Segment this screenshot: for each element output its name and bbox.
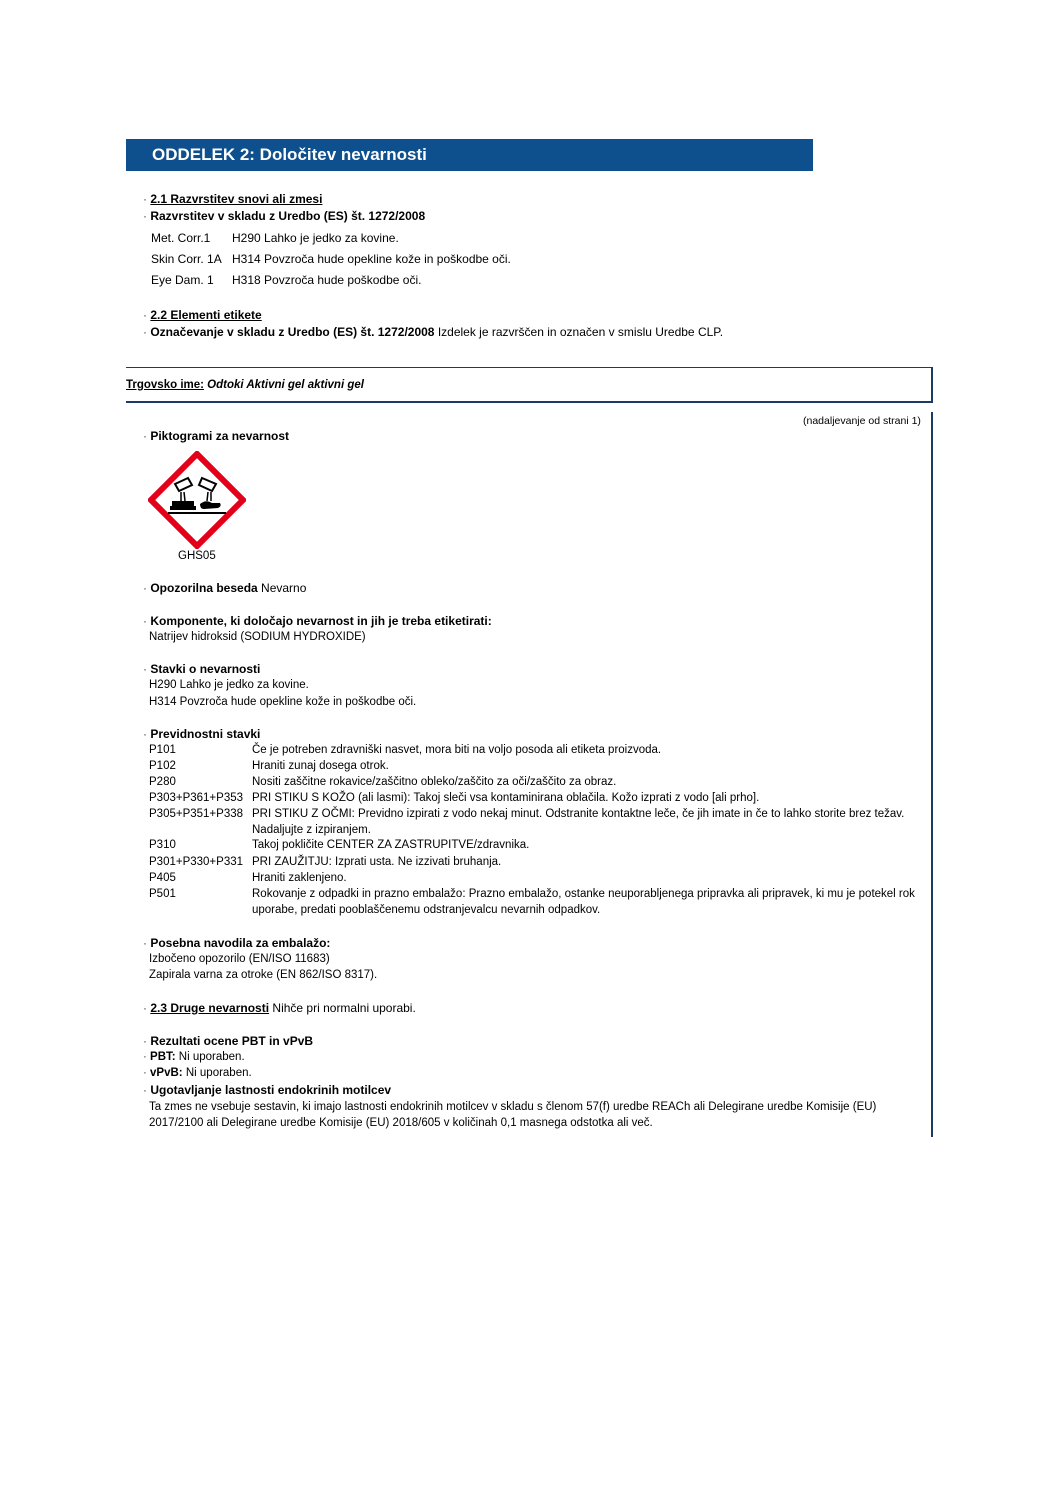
s23-text: Nihče pri normalni uporabi. — [272, 1001, 416, 1015]
classification-code: Met. Corr.1 — [151, 231, 211, 245]
pbt-value: Ni uporaben. — [178, 1051, 245, 1063]
precautionary-code: P405 — [149, 872, 176, 884]
precautionary-code: P301+P330+P331 — [149, 856, 244, 868]
hazard-statement: H290 Lahko je jedko za kovine. — [149, 679, 309, 691]
s23-line: · 2.3 Druge nevarnosti Nihče pri normalni uporabi. — [143, 1001, 416, 1015]
components-heading-line: · Komponente, ki določajo nevarnost in jih je treba etiketirati: — [143, 614, 492, 628]
endocrine-heading-line: · Ugotavljanje lastnosti endokrinih motilcev — [143, 1083, 392, 1097]
trade-name-label: Trgovsko ime: — [126, 379, 204, 391]
trade-name-line — [126, 378, 364, 393]
s21-subheading: Razvrstitev v skladu z Uredbo (ES) št. 1272/2008 — [150, 209, 426, 223]
classification-row — [151, 252, 511, 267]
section-title-bar — [126, 139, 813, 171]
s22-label-text: Izdelek je razvrščen in označen v smislu Uredbe CLP. — [437, 325, 724, 339]
endocrine-text: Ta zmes ne vsebuje sestavin, ki imajo lastnosti endokrinih motilcev v skladu s členom 57(f) uredbe REACh ali Delegirane uredbe Komisije (EU) 2017/2100 ali Delegirane uredbe Komisije (EU) 2018/605 v količinah 0,1 masnega odstotka ali več. — [149, 1101, 877, 1129]
pictograms-heading-line: · Piktogrami za nevarnost — [143, 429, 290, 443]
s21-heading-line: · 2.1 Razvrstitev snovi ali zmesi — [143, 192, 323, 206]
precautionary-text: Hraniti zaklenjeno. — [252, 872, 347, 884]
packaging-heading-line: · Posebna navodila za embalažo: — [143, 936, 331, 950]
precautionary-text: PRI ZAUŽITJU: Izprati usta. Ne izzivati bruhanja. — [252, 856, 502, 868]
classification-row — [151, 273, 421, 288]
precautionary-code: P305+P351+P338 — [149, 808, 244, 820]
frame-right-top-line — [931, 367, 933, 402]
precautionary-heading: Previdnostni stavki — [150, 727, 261, 741]
frame-top-line — [126, 367, 932, 368]
classification-row — [151, 231, 399, 246]
precautionary-code: P303+P361+P353 — [149, 792, 244, 804]
trade-name-value: Odtoki Aktivni gel aktivni gel — [207, 379, 364, 391]
classification-code: Eye Dam. 1 — [151, 273, 214, 287]
hazard-heading-line: · Stavki o nevarnosti — [143, 662, 261, 676]
signal-word-label: Opozorilna beseda — [150, 581, 258, 595]
pbt-heading: Rezultati ocene PBT in vPvB — [150, 1034, 314, 1048]
s22-label-bold: Označevanje v skladu z Uredbo (ES) št. 1272/2008 — [150, 325, 435, 339]
precautionary-code: P310 — [149, 839, 176, 851]
precautionary-text: PRI STIKU Z OČMI: Previdno izpirati z vodo nekaj minut. Odstranite kontaktne leče, če jih imate in če to lahko storite brez težav. Nadaljujte z izpiranjem. — [252, 808, 905, 836]
vpvb-value: Ni uporaben. — [185, 1067, 252, 1079]
section-title: ODDELEK 2: Določitev nevarnosti — [152, 145, 427, 164]
frame-divider — [126, 401, 933, 403]
components-value: Natrijev hidroksid (SODIUM HYDROXIDE) — [149, 631, 366, 643]
precautionary-text: Če je potreben zdravniški nasvet, mora biti na voljo posoda ali etiketa proizvoda. — [252, 744, 662, 756]
precautionary-code: P101 — [149, 744, 176, 756]
signal-word-line: · Opozorilna beseda Nevarno — [143, 581, 307, 595]
precautionary-code: P280 — [149, 776, 176, 788]
corrosion-pictogram-icon — [148, 451, 246, 549]
classification-text: H318 Povzroča hude poškodbe oči. — [232, 273, 422, 287]
signal-word-value: Nevarno — [261, 581, 307, 595]
precautionary-text: Nositi zaščitne rokavice/zaščitno obleko/zaščito za oči/zaščito za obraz. — [252, 776, 617, 788]
continuation-note: (nadaljevanje od strani 1) — [803, 415, 921, 427]
precautionary-code: P102 — [149, 760, 176, 772]
pictogram-code: GHS05 — [178, 550, 216, 562]
classification-code: Skin Corr. 1A — [151, 252, 222, 266]
s23-heading: 2.3 Druge nevarnosti — [150, 1001, 270, 1015]
s21-heading: 2.1 Razvrstitev snovi ali zmesi — [150, 192, 323, 206]
precautionary-text: PRI STIKU S KOŽO (ali lasmi): Takoj sleči vsa kontaminirana oblačila. Kožo izprati z vodo [ali prho]. — [252, 792, 760, 804]
components-heading: Komponente, ki določajo nevarnost in jih je treba etiketirati: — [150, 614, 492, 628]
packaging-item: Izbočeno opozorilo (EN/ISO 11683) — [149, 953, 330, 965]
classification-text: H290 Lahko je jedko za kovine. — [232, 231, 399, 245]
pbt-heading-line: · Rezultati ocene PBT in vPvB — [143, 1034, 314, 1048]
s21-subheading-line: · Razvrstitev v skladu z Uredbo (ES) št. 1272/2008 — [143, 209, 426, 223]
pbt-label: PBT: — [150, 1051, 176, 1063]
frame-right-body-line — [931, 412, 933, 1137]
precautionary-heading-line: · Previdnostni stavki — [143, 727, 261, 741]
s22-heading: 2.2 Elementi etikete — [150, 308, 262, 322]
precautionary-text: Rokovanje z odpadki in prazno embalažo: Prazno embalažo, ostanke neuporabljenega pripravka ali pripravek, ki mu je potekel rok uporabe, predati pooblaščenemu odstranjevalcu nevarnih odpadkov. — [252, 888, 915, 916]
vpvb-line: · vPvB: Ni uporaben. — [143, 1067, 252, 1079]
hazard-heading: Stavki o nevarnosti — [150, 662, 261, 676]
s22-label-line: · Označevanje v skladu z Uredbo (ES) št. 1272/2008 Izdelek je razvrščen in označen v smislu Uredbe CLP. — [143, 325, 724, 339]
packaging-item: Zapirala varna za otroke (EN 862/ISO 8317). — [149, 969, 378, 981]
pictograms-heading: Piktogrami za nevarnost — [150, 429, 290, 443]
precautionary-code: P501 — [149, 888, 176, 900]
vpvb-label: vPvB: — [150, 1067, 183, 1079]
hazard-statement: H314 Povzroča hude opekline kože in poškodbe oči. — [149, 696, 417, 708]
endocrine-heading: Ugotavljanje lastnosti endokrinih motilcev — [150, 1083, 392, 1097]
packaging-heading: Posebna navodila za embalažo: — [150, 936, 331, 950]
s22-heading-line: · 2.2 Elementi etikete — [143, 308, 262, 322]
classification-text: H314 Povzroča hude opekline kože in poškodbe oči. — [232, 252, 511, 266]
precautionary-text: Hraniti zunaj dosega otrok. — [252, 760, 389, 772]
precautionary-text: Takoj pokličite CENTER ZA ZASTRUPITVE/zdravnika. — [252, 839, 530, 851]
pbt-line: · PBT: Ni uporaben. — [143, 1051, 245, 1063]
